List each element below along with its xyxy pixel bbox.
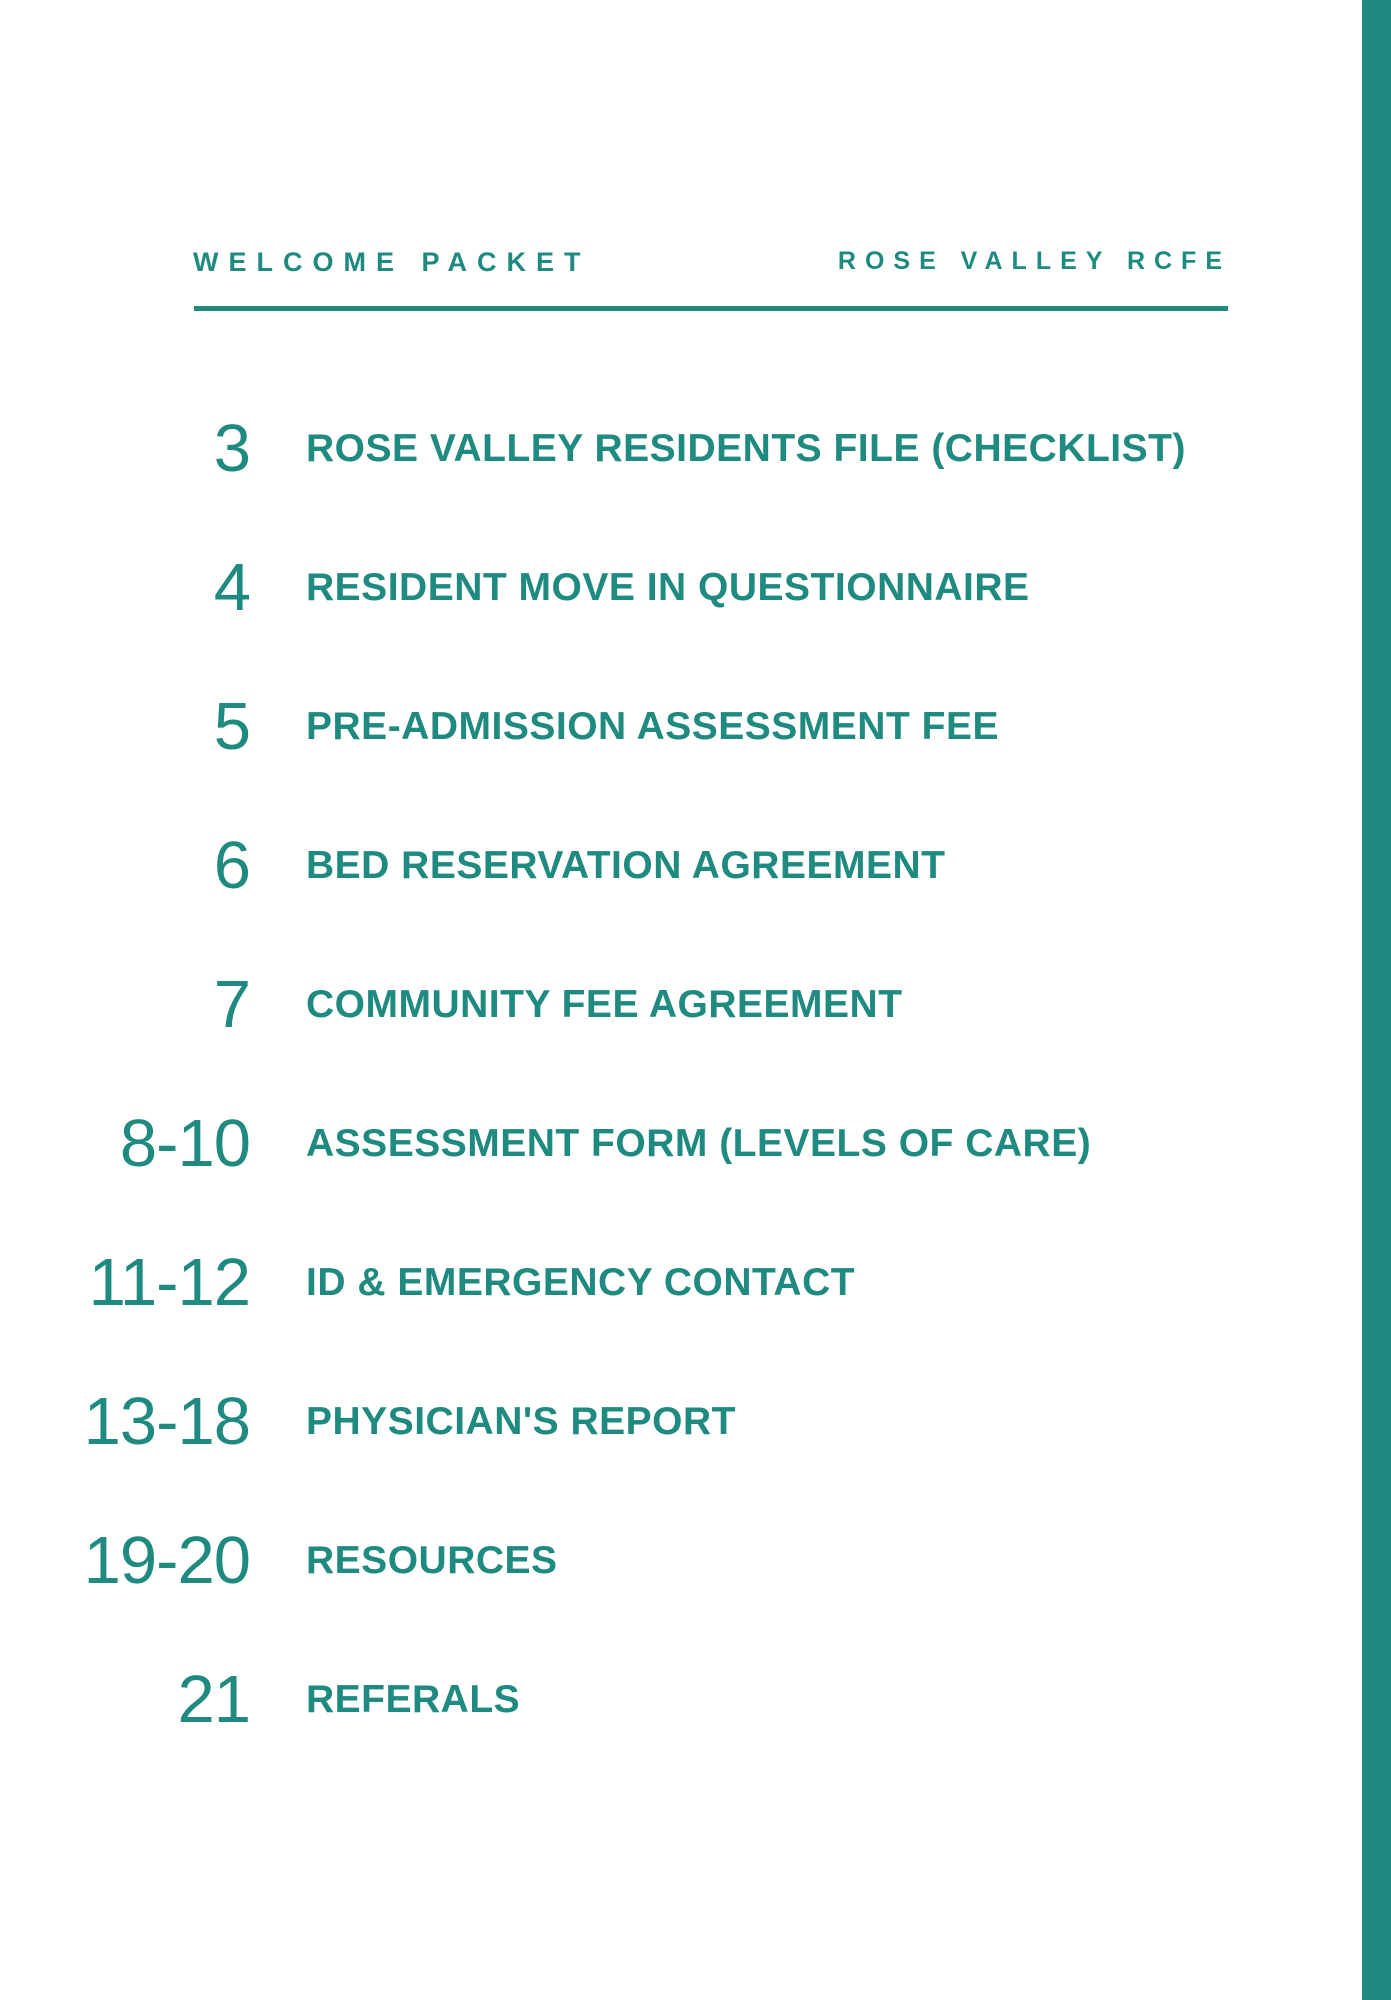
- toc-page-number: 21: [177, 1662, 250, 1737]
- toc-page-number: 3: [213, 411, 250, 486]
- toc-entry-title: BED RESERVATION AGREEMENT: [306, 844, 946, 887]
- toc-entry: [0, 1650, 1340, 1750]
- toc-entry-title: RESIDENT MOVE IN QUESTIONNAIRE: [306, 566, 1030, 609]
- toc-entry: [0, 1094, 1340, 1194]
- toc-page-number: 6: [213, 828, 250, 903]
- toc-entry: [0, 955, 1340, 1055]
- toc-entry: [0, 1511, 1340, 1611]
- toc-page-number: 5: [213, 689, 250, 764]
- toc-entry: [0, 1372, 1340, 1472]
- toc-entry: [0, 816, 1340, 916]
- toc-page-number: 13-18: [83, 1384, 250, 1459]
- side-accent-bar: [1362, 0, 1391, 2000]
- toc-entry-title: ASSESSMENT FORM (LEVELS OF CARE): [306, 1122, 1092, 1165]
- toc-page-number: 7: [213, 967, 250, 1042]
- toc-entry-title: ROSE VALLEY RESIDENTS FILE (CHECKLIST): [306, 427, 1186, 470]
- toc-entry: [0, 538, 1340, 638]
- toc-entry: [0, 677, 1340, 777]
- toc-page-number: 11-12: [88, 1245, 250, 1320]
- header-facility-name: ROSE VALLEY RCFE: [837, 247, 1231, 275]
- header-packet-label: WELCOME PACKET: [193, 247, 591, 277]
- toc-entry: [0, 1233, 1340, 1333]
- toc-entry-title: RESOURCES: [306, 1539, 558, 1582]
- toc-entry-title: PRE-ADMISSION ASSESSMENT FEE: [306, 705, 999, 748]
- toc-entry-title: ID & EMERGENCY CONTACT: [306, 1261, 856, 1304]
- header-divider: [194, 306, 1228, 311]
- toc-entry-title: COMMUNITY FEE AGREEMENT: [306, 983, 903, 1026]
- toc-page-number: 8-10: [119, 1106, 250, 1181]
- toc-entry-title: REFERALS: [306, 1678, 521, 1721]
- toc-page-number: 19-20: [83, 1523, 250, 1598]
- toc-entry-title: PHYSICIAN'S REPORT: [306, 1400, 737, 1443]
- toc-entry: [0, 399, 1340, 499]
- toc-page-number: 4: [213, 550, 250, 625]
